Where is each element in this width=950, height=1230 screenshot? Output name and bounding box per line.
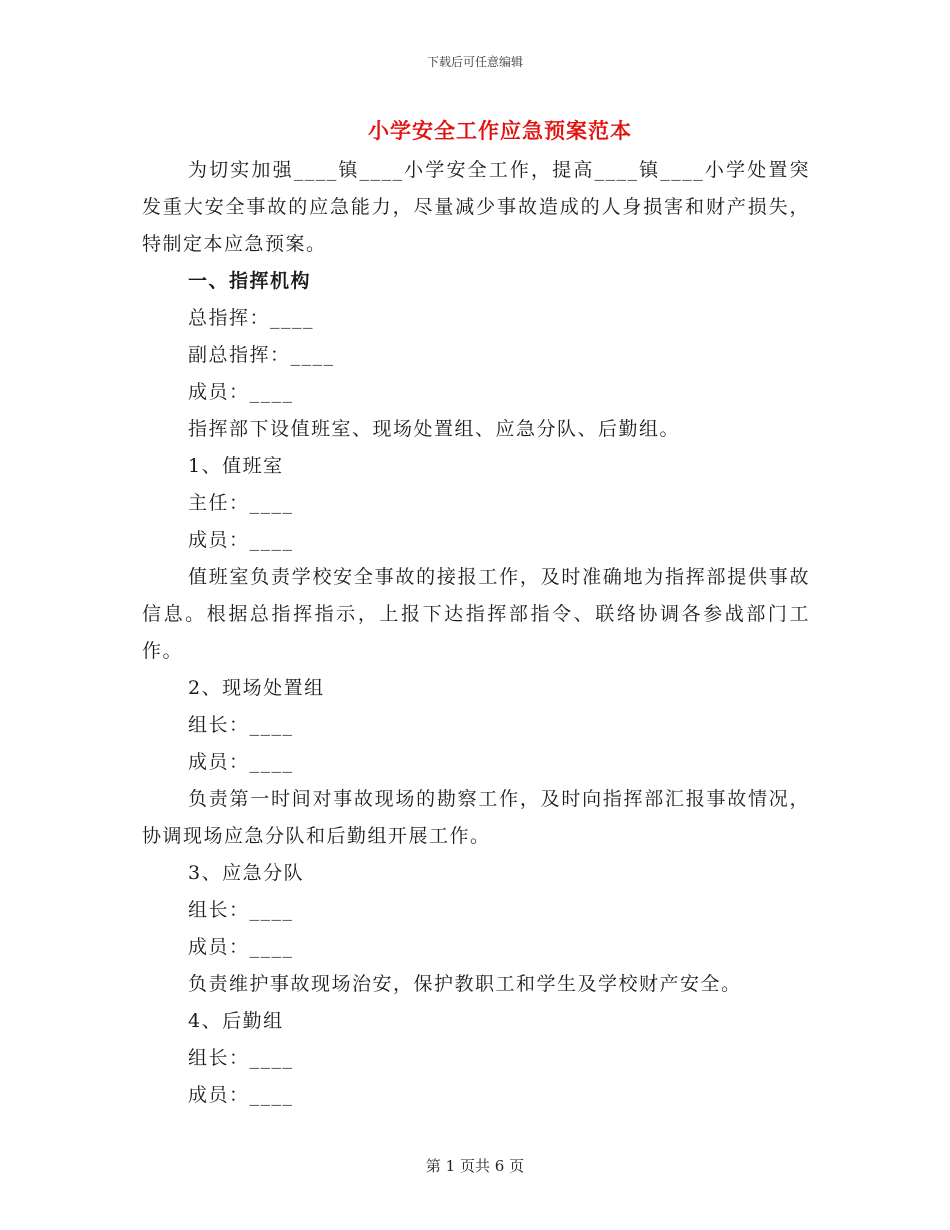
emergency-team-description: 负责维护事故现场治安，保护教职工和学生及学校财产安全。 (188, 973, 742, 995)
section-heading-command: 一、指挥机构 (188, 270, 312, 292)
onsite-group-leader: 组长：____ (188, 714, 294, 736)
onsite-group-description: 负责第一时间对事故现场的勘察工作，及时向指挥部汇报事故情况，协调现场应急分队和后勤组开展工作。 (142, 788, 810, 847)
header-note: 下载后可任意编辑 (426, 55, 523, 69)
duty-room-director: 主任：____ (188, 492, 294, 514)
subdivisions-line: 指挥部下设值班室、现场处置组、应急分队、后勤组。 (188, 418, 681, 440)
commander-line: 总指挥：____ (188, 307, 315, 329)
members-line: 成员：____ (188, 381, 294, 403)
deputy-commander-line: 副总指挥：____ (188, 344, 335, 366)
emergency-team-heading: 3、应急分队 (188, 862, 305, 884)
logistics-group-leader: 组长：____ (188, 1047, 294, 1069)
document-body (142, 152, 810, 1114)
duty-room-description: 值班室负责学校安全事故的接报工作，及时准确地为指挥部提供事故信息。根据总指挥指示，上报下达指挥部指令、联络协调各参战部门工作。 (142, 566, 810, 662)
intro-paragraph: 为切实加强____镇____小学安全工作，提高____镇____小学处置突发重大安全事故的应急能力，尽量减少事故造成的人身损害和财产损失，特制定本应急预案。 (142, 159, 810, 255)
duty-room-heading: 1、值班室 (188, 455, 284, 477)
document-title: 小学安全工作应急预案范本 (368, 118, 632, 143)
logistics-group-heading: 4、后勤组 (188, 1010, 284, 1032)
emergency-team-leader: 组长：____ (188, 899, 294, 921)
onsite-group-members: 成员：____ (188, 751, 294, 773)
emergency-team-members: 成员：____ (188, 936, 294, 958)
onsite-group-heading: 2、现场处置组 (188, 677, 325, 699)
page-number: 第 1 页共 6 页 (425, 1157, 525, 1175)
duty-room-members: 成员：____ (188, 529, 294, 551)
logistics-group-members: 成员：____ (188, 1084, 294, 1106)
